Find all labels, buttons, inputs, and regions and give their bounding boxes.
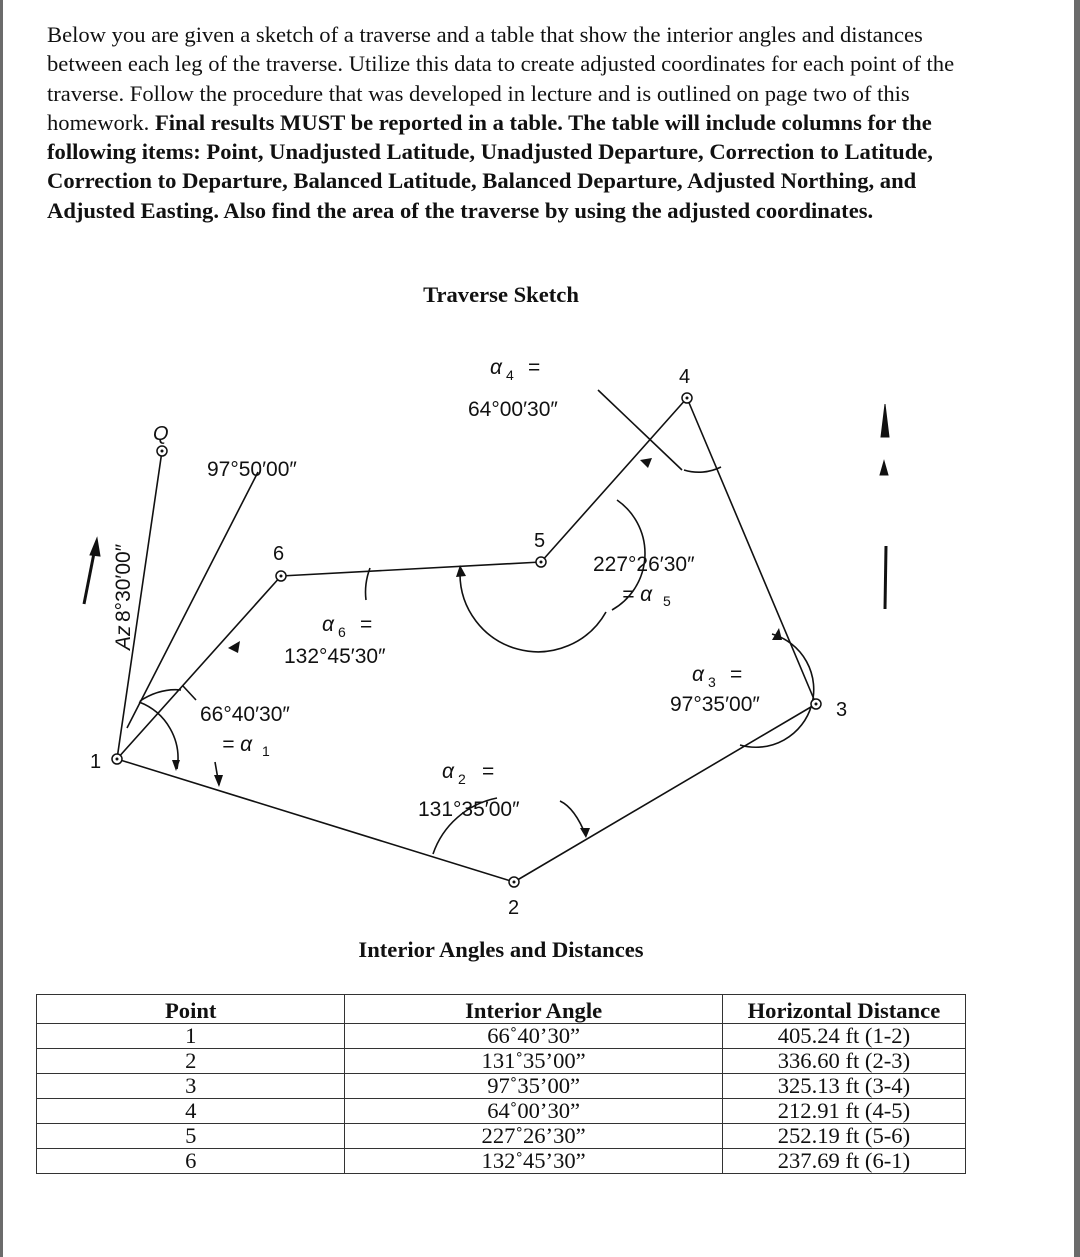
alpha2-equals: = [482, 760, 495, 783]
alpha6-value: 132°45′30″ [284, 645, 386, 668]
cell-angle: 132˚45’30” [345, 1149, 722, 1174]
cell-distance: 212.91 ft (4-5) [722, 1099, 965, 1124]
north-arrow [84, 404, 889, 609]
arrow-head [228, 641, 240, 653]
table-row [37, 1149, 966, 1174]
cell-angle: 227˚26’30” [345, 1124, 722, 1149]
leg-2-3 [514, 704, 816, 882]
alpha4-value: 64°00′30″ [468, 398, 558, 421]
arrow-head [640, 458, 652, 468]
leg-5-6 [281, 562, 541, 576]
alpha2-value: 131°35′00″ [418, 798, 520, 821]
cell-point: 6 [37, 1149, 345, 1174]
cell-point: 1 [37, 1024, 345, 1049]
cell-distance: 252.19 ft (5-6) [722, 1124, 965, 1149]
table-row [37, 1099, 966, 1124]
leg-6-1 [117, 576, 281, 759]
azimuth-label [112, 543, 135, 652]
alpha3-symbol: α [692, 663, 704, 686]
point-label-1: 1 [90, 751, 102, 773]
cell-angle: 66˚40’30” [345, 1024, 722, 1049]
cell-distance: 325.13 ft (3-4) [722, 1074, 965, 1099]
sketch-title: Traverse Sketch [423, 282, 579, 307]
table-row [37, 1074, 966, 1099]
point-label-2: 2 [508, 897, 520, 919]
alpha6-equals: = [360, 613, 373, 636]
cell-distance: 237.69 ft (6-1) [722, 1149, 965, 1174]
leg-4-5 [541, 398, 687, 562]
alpha6-subscript: 6 [338, 624, 346, 640]
instructions-text: Below you are given a sketch of a traverse and a table that show the interior angles and distances between each leg of the traverse. Utilize this data to create adjusted coordinates for each point of the traverse. Follow the procedure that was developed in lecture and is outlined on page two of this homework. [47, 22, 955, 135]
alpha1-symbol: = α [222, 733, 253, 756]
cell-angle: 64˚00’30” [345, 1099, 722, 1124]
cell-distance: 336.60 ft (2-3) [722, 1049, 965, 1074]
traverse-sketch [0, 330, 1080, 930]
point-label-5: 5 [534, 530, 546, 552]
arrow-head [214, 775, 223, 787]
alpha1-subscript: 1 [262, 743, 270, 759]
alpha4-symbol: α [490, 356, 502, 379]
header-interior-angle: Interior Angle [345, 995, 722, 1024]
alpha3-subscript: 3 [708, 674, 716, 690]
cell-distance: 405.24 ft (1-2) [722, 1024, 965, 1049]
instructions-paragraph [47, 20, 962, 225]
point-label-q: Q [153, 423, 169, 445]
point-label-6: 6 [273, 543, 285, 565]
azimuth-symbol: Az [112, 625, 135, 650]
alpha1-value: 66°40′30″ [200, 703, 290, 726]
cell-point: 3 [37, 1074, 345, 1099]
cell-point: 5 [37, 1124, 345, 1149]
point-label-3: 3 [836, 699, 848, 721]
table-row [37, 1124, 966, 1149]
cell-angle: 97˚35’00” [345, 1074, 722, 1099]
angles-distances-table [36, 994, 966, 1174]
instructions-bold-text: Final results MUST be reported in a table. The table will include columns for the following items: Point, Unadjusted Latitude, Unadjusted Departure, Correction to Latitude, Correction to Departure, Balanced Latitude, Balanced Departure, Adjusted Northing, and Adjusted Easting. Also find the area of the traverse by using the adjusted coordinates. [47, 109, 933, 223]
cell-angle: 131˚35’00” [345, 1049, 722, 1074]
table-row [37, 1024, 966, 1049]
alpha2-subscript: 2 [458, 771, 466, 787]
header-horizontal-distance: Horizontal Distance [722, 995, 965, 1024]
alpha4-equals: = [528, 356, 541, 379]
table-row [37, 1049, 966, 1074]
table-title: Interior Angles and Distances [358, 937, 644, 962]
alpha5-subscript: 5 [663, 593, 671, 609]
arrow-head [172, 760, 180, 771]
leg-3-4 [687, 398, 816, 704]
alpha2-symbol: α [442, 760, 454, 783]
table-header-row [37, 995, 966, 1024]
point-label-4: 4 [679, 366, 691, 388]
alpha3-equals: = [730, 663, 743, 686]
header-point: Point [37, 995, 345, 1024]
alpha4-subscript: 4 [506, 367, 514, 383]
alpha3-value: 97°35′00″ [670, 693, 760, 716]
cell-point: 4 [37, 1099, 345, 1124]
alpha5-value: 227°26′30″ [593, 553, 695, 576]
azimuth-value: 8°30′00″ [112, 543, 135, 622]
alpha5-symbol: = α [622, 583, 653, 606]
cell-point: 2 [37, 1049, 345, 1074]
angle-q-label: 97°50′00″ [207, 458, 297, 481]
arrow-head [580, 828, 590, 838]
alpha6-symbol: α [322, 613, 334, 636]
